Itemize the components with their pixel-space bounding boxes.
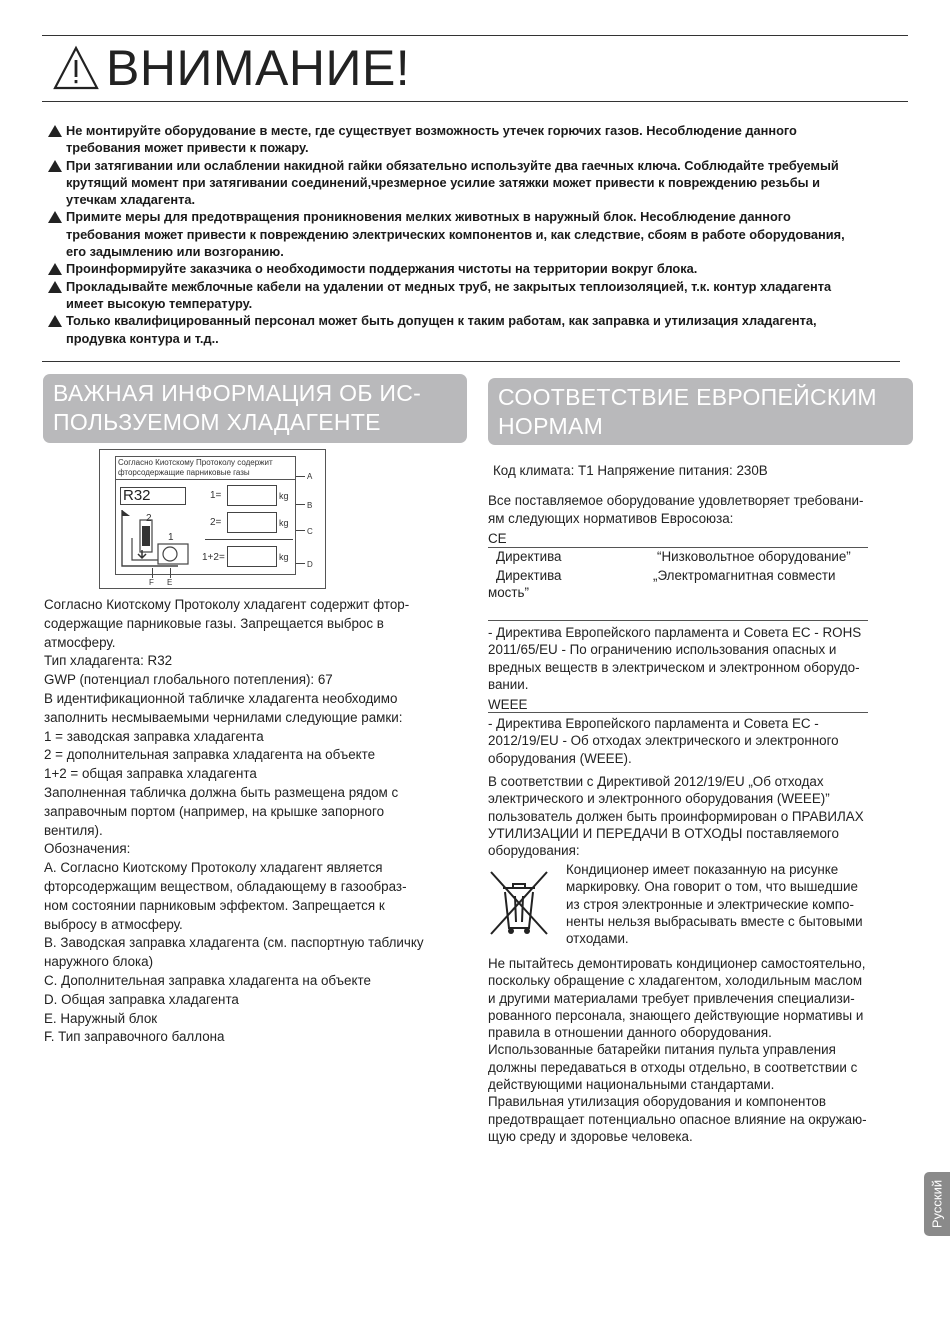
title-text: ВНИМАНИЕ!	[106, 40, 411, 96]
warning-item: Примите меры для предотвращения проникновения мелких животных в наружный блок. Несоблюдение данного требования может привести к повреждению электрических компонентов и, как следствие, сбоям в работе оборудования, его задымлению или возгоранию.	[48, 208, 848, 260]
directive-2-cont: мость”	[488, 585, 529, 600]
weee-directive-text: - Директива Европейского парламента и Совета ЕС - 2012/19/EU - Об отходах электрического и электронного оборудования (WEEE).	[488, 716, 839, 766]
language-tab: Русский	[924, 1172, 950, 1236]
crossed-bin-icon	[487, 868, 551, 938]
rohs-text: - Директива Европейского парламента и Совета ЕС - ROHS 2011/65/EU - По ограничению использования опасных и вредных веществ в электрическом и электронном оборудо- вании.	[488, 625, 862, 692]
directive-1-value: “Низковольтное оборудование”	[657, 549, 851, 564]
additional-charge-field	[227, 512, 277, 533]
left-section-heading: ВАЖНАЯ ИНФОРМАЦИЯ ОБ ИС- ПОЛЬЗУЕМОМ ХЛАДАГЕНТЕ	[43, 374, 467, 443]
warning-item: Прокладывайте межблочные кабели на удалении от медных труб, не закрытых теплоизоляцией, т.к. контур хладагента имеет высокую температуру.	[48, 278, 848, 313]
left-column-text: Согласно Киотскому Протоколу хладагент содержит фтор- содержащие парниковые газы. Запрещается выброс в атмосферу. Тип хладагента: R32 GWP (потенциал глобального потепления): 67 В идентификационной табличке хладагента необходимо заполнить несмываемыми чернилами следующие рамки: 1 = заводская заправка хладагента 2 = дополнительная заправка хладагента на объекте 1+2 = общая заправка хладагента Заполненная табличка должна быть размещена рядом с заправочным портом (например, на крышке запорного вентиля). Обозначения: A. Согласно Киотскому Протоколу хладагент является фторсодержащим веществом, обладающему в газообраз- ном состоянии парниковым эффектом. Запрещается к выбросу в атмосферу. B. Заводская заправка хладагента (см. паспортную табличку наружного блока) C. Дополнительная заправка хладагента на объекте D. Общая заправка хладагента E. Наружный блок F. Тип заправочного баллона	[44, 597, 424, 1045]
factory-charge-field	[227, 485, 277, 506]
directive-2-label: Директива	[496, 568, 562, 583]
warning-triangle-icon	[48, 263, 62, 275]
bin-description: Кондиционер имеет показанную на рисунке маркировку. Она говорит о том, что вышедшие из строя электронные и электрические компо- ненты нельзя выбрасывать вместе с бытовыми отходами.	[566, 862, 863, 947]
warning-item: Только квалифицированный персонал может быть допущен к таким работам, как заправка и утилизация хладагента, продувка контура и т.д..	[48, 312, 848, 347]
right-section-heading: СООТВЕТСТВИЕ ЕВРОПЕЙСКИМ НОРМАМ	[488, 378, 913, 445]
label-header: Согласно Киотскому Протоколу содержит фторсодержащие парниковые газы	[118, 458, 273, 477]
warning-triangle-icon	[48, 281, 62, 293]
warning-triangle-icon	[48, 125, 62, 137]
page-title	[52, 38, 410, 98]
total-charge-field	[227, 546, 277, 567]
warnings-list	[48, 122, 848, 347]
climate-code: Код климата: T1 Напряжение питания: 230В	[493, 463, 768, 478]
weee-underline	[488, 712, 868, 713]
warning-icon	[52, 44, 100, 92]
closing-text: Не пытайтесь демонтировать кондиционер самостоятельно, поскольку обращение с хладагентом, холодильным маслом и другими материалами требует привлечения специализи- рованного персонала, знающего действующие нормативы и правила в отношении данного оборудования. Использованные батарейки питания пульта управления должны передаваться в отходы отдельно, в соответствии с действующими национальными стандартами. Правильная утилизация оборудования и компонентов предотвращает потенциально опасное влияние на окружаю- щую среду и здоровье человека.	[488, 956, 867, 1144]
cylinder-unit-icon	[118, 508, 198, 570]
rohs-underline	[488, 620, 868, 621]
title-rule	[42, 101, 908, 102]
eu-intro: Все поставляемое оборудование удовлетворяет требовани- ям следующих нормативов Евросоюза:	[488, 493, 864, 526]
weee-accordance-text: В соответствии с Директивой 2012/19/EU „Об отходах электрического и электронного оборудования (WEEE)” пользователь должен быть проинформирован о ПРАВИЛАХ УТИЛИЗАЦИИ И ПЕРЕДАЧИ В ОТХОДЫ поставляемого оборудования:	[488, 774, 864, 859]
directive-1-label: Директива	[496, 549, 562, 564]
warning-item: Не монтируйте оборудование в месте, где существует возможность утечек горючих газов. Несоблюдение данного требования может привести к пожару.	[48, 122, 848, 157]
refrigerant-type-box: R32	[120, 487, 186, 505]
weee-heading: WEEE	[488, 697, 528, 712]
warning-item: При затягивании или ослаблении накидной гайки обязательно используйте два гаечных ключа. Соблюдайте требуемый крутящий момент при затягивании соединений,чрезмерное усилие затяжки может привести к повреждению резьбы и утечкам хладагента.	[48, 157, 848, 209]
warnings-rule	[42, 361, 900, 362]
top-rule	[42, 35, 908, 36]
warning-item: Проинформируйте заказчика о необходимости поддержания чистоты на территории вокруг блока.	[48, 260, 848, 277]
warning-triangle-icon	[48, 211, 62, 223]
ce-heading: CE	[488, 531, 507, 546]
directive-2-value: „Электромагнитная совмести	[653, 568, 836, 583]
refrigerant-label-diagram: Согласно Киотскому Протоколу содержит фторсодержащие парниковые газы R32 1= kg 2= kg 1+2= kg 2 1 A B C D F E	[99, 449, 326, 589]
warning-triangle-icon	[48, 315, 62, 327]
warning-triangle-icon	[48, 160, 62, 172]
